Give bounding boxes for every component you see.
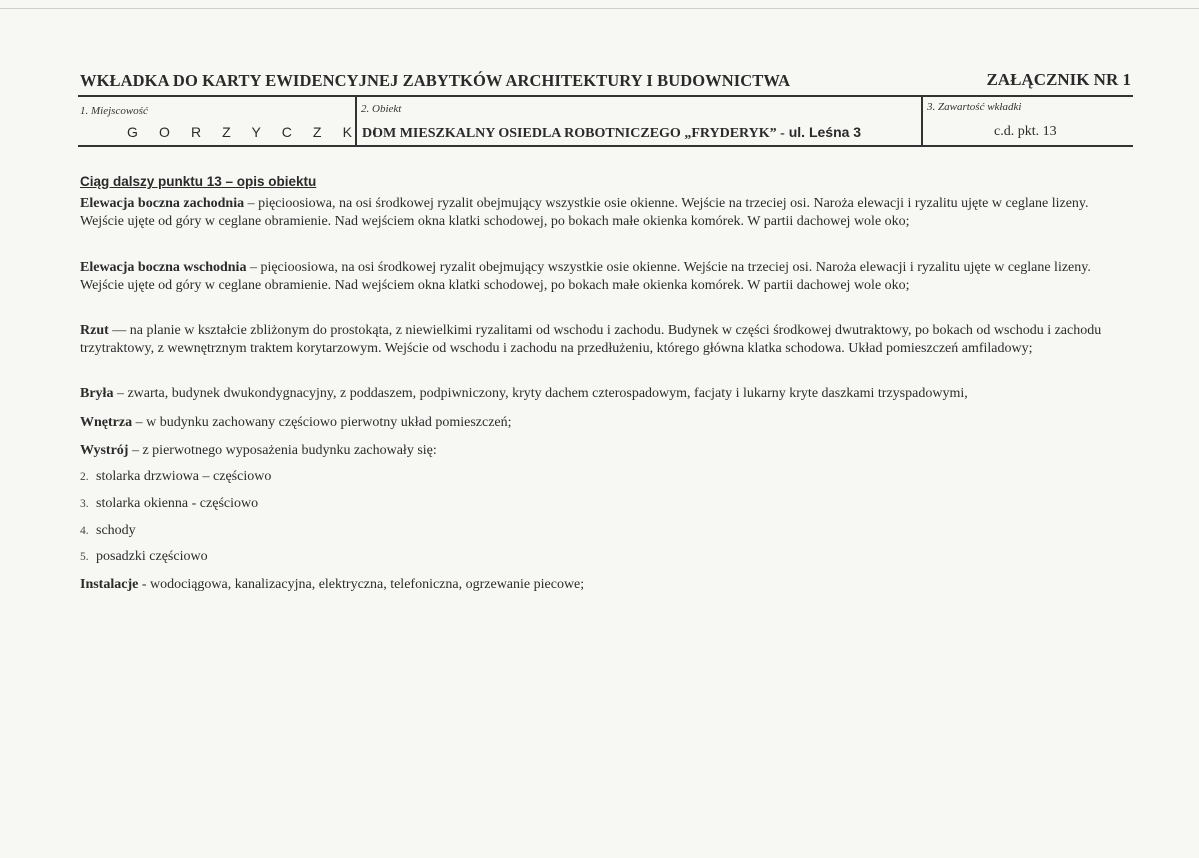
list-item-text: stolarka drzwiowa – częściowo <box>96 469 272 484</box>
text-installations: - wodociągowa, kanalizacyjna, elektryczna, telefoniczna, ogrzewanie piecowe; <box>138 577 585 592</box>
text-east-elevation: – pięcioosiowa, na osi środkowej ryzalit obejmujący wszystkie osie okienne. Wejście na trzeciej osi. Naroża elewacji i ryzalitu ujęte w ceglane lizeny. Wejście ujęte od góry w ceglane obramienie. Nad wejściem okna klatki schodowej, po bokach małe okienka komórek. W partii dachowej wole oko; <box>80 260 1091 293</box>
list-item <box>80 549 208 565</box>
list-item-number: 4. <box>80 525 89 537</box>
list-item-number: 2. <box>80 471 89 483</box>
document-title: WKŁADKA DO KARTY EWIDENCYJNEJ ZABYTKÓW ARCHITEKTURY I BUDOWNICTWA <box>80 71 791 90</box>
section-heading: Ciąg dalszy punktu 13 – opis obiektu <box>80 174 317 189</box>
term-decor: Wystrój <box>80 443 129 458</box>
term-plan: Rzut <box>80 323 109 338</box>
paragraph-east-elevation <box>80 259 1127 295</box>
header-rule-bottom <box>78 145 1133 147</box>
contents-label: 3. Zawartość wkładki <box>927 101 1022 113</box>
header-divider-2 <box>921 96 923 146</box>
list-item <box>80 469 271 485</box>
term-interior: Wnętrza <box>80 415 133 430</box>
term-body: Bryła <box>80 386 114 401</box>
contents-value: c.d. pkt. 13 <box>994 124 1057 139</box>
list-item <box>80 523 136 539</box>
term-installations: Instalacje <box>80 577 139 592</box>
paragraph-body <box>80 386 968 402</box>
term-west-elevation: Elewacja boczna zachodnia <box>80 196 245 211</box>
list-item-number: 5. <box>80 551 89 563</box>
list-item-text: stolarka okienna - częściowo <box>96 496 259 511</box>
paragraph-west-elevation <box>80 195 1127 231</box>
list-item-text: posadzki częściowo <box>96 549 208 564</box>
text-body: – zwarta, budynek dwukondygnacyjny, z poddaszem, podpiwniczony, kryty dachem czterospadowym, facjaty i lukarny kryte daszkami trzyspadowymi, <box>113 386 968 401</box>
list-item-text: schody <box>96 523 136 538</box>
object-label: 2. Obiekt <box>361 103 402 115</box>
list-item-number: 3. <box>80 498 89 510</box>
paragraph-interior <box>80 415 512 431</box>
scan-edge-line <box>0 8 1199 9</box>
text-plan: — na planie w kształcie zbliżonym do prostokąta, z niewielkimi ryzalitami od wschodu i zachodu. Budynek w części środkowej dwutraktowy, po bokach od wschodu i zachodu trzytraktowy, z wewnętrznym traktem korytarzowym. Wejście od wschodu i zachodu na przedłużeniu, którego główna klatka schodowa. Układ pomieszczeń amfiladowy; <box>80 323 1102 356</box>
paragraph-decor <box>80 443 437 459</box>
text-west-elevation: – pięcioosiowa, na osi środkowej ryzalit obejmujący wszystkie osie okienne. Wejście na trzeciej osi. Naroża elewacji i ryzalitu ujęte w ceglane lizeny. Wejście ujęte od góry w ceglane obramienie. Nad wejściem okna klatki schodowej, po bokach małe okienka komórek. W partii dachowej wole oko; <box>80 196 1089 229</box>
header-rule-top <box>78 95 1133 97</box>
annex-label: ZAŁĄCZNIK NR 1 <box>986 70 1131 89</box>
text-decor: – z pierwotnego wyposażenia budynku zachowały się: <box>128 443 437 458</box>
paragraph-installations <box>80 577 584 593</box>
location-label: 1. Miejscowość <box>80 105 148 117</box>
term-east-elevation: Elewacja boczna wschodnia <box>80 260 247 275</box>
object-value-street: ul. Leśna 3 <box>784 124 862 140</box>
location-value: G O R Z Y C Z K I <box>127 124 386 140</box>
object-value <box>362 124 861 142</box>
text-interior: – w budynku zachowany częściowo pierwotny układ pomieszczeń; <box>132 415 512 430</box>
paragraph-plan <box>80 322 1127 358</box>
object-value-main: DOM MIESZKALNY OSIEDLA ROBOTNICZEGO „FRYDERYK” - <box>362 126 785 141</box>
list-item <box>80 496 258 512</box>
